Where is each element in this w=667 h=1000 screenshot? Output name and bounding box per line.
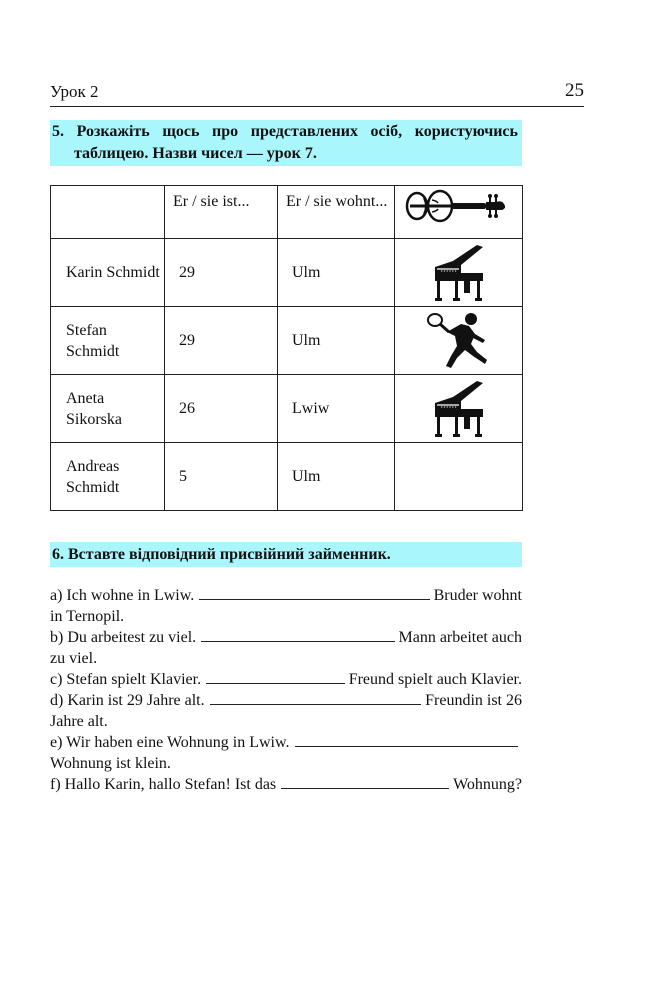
exercise-e <box>50 732 522 753</box>
table-header-row <box>51 186 523 239</box>
table-row <box>51 375 523 443</box>
header-city-label: Er / sie wohnt... <box>286 193 388 210</box>
exercise-d-text: d) Karin ist 29 Jahre alt. <box>50 692 205 709</box>
person-name: Karin Schmidt <box>51 239 165 307</box>
person-city: Ulm <box>278 307 395 375</box>
exercise-e-continuation: Wohnung ist klein. <box>50 755 171 772</box>
page-header <box>50 80 584 107</box>
exercise-a <box>50 585 522 606</box>
person-name: Andreas Schmidt <box>51 443 165 511</box>
task-5-line-1: 5. Розкажіть щось про представлених осіб, користуючись <box>52 123 518 140</box>
hobby-cell <box>395 307 523 375</box>
exercise-a-after: Bruder wohnt <box>433 587 522 604</box>
exercise-d-blank[interactable] <box>210 690 421 705</box>
exercise-c <box>50 669 522 690</box>
person-age: 26 <box>165 375 278 443</box>
exercise-d-continuation: Jahre alt. <box>50 713 108 730</box>
exercise-b <box>50 627 522 648</box>
exercise-b-after: Mann arbeitet auch <box>398 629 522 646</box>
exercise-d <box>50 690 522 711</box>
hobby-cell-empty <box>395 443 523 511</box>
exercise-b-continuation: zu viel. <box>50 650 98 667</box>
task-5-line-2: таблицею. Назви чисел — урок 7. <box>74 145 317 162</box>
exercise-d-after: Freundin ist 26 <box>425 692 522 709</box>
lesson-label: Урок 2 <box>50 82 99 101</box>
exercise-c-after: Freund spielt auch Klavier. <box>348 671 522 688</box>
person-city: Ulm <box>278 443 395 511</box>
table-row <box>51 443 523 511</box>
task-6-heading: 6. Вставте відповідний присвійний займенник. <box>50 542 522 567</box>
header-cell-age <box>165 186 278 239</box>
exercise-f-after: Wohnung? <box>453 776 522 793</box>
exercise-f-blank[interactable] <box>281 774 449 789</box>
header-cell-icon <box>395 186 523 239</box>
person-name: Aneta Sikorska <box>51 375 165 443</box>
hobby-cell <box>395 239 523 307</box>
violin-icon <box>404 186 514 230</box>
exercise-a-continuation: in Ternopil. <box>50 608 125 625</box>
exercise-e-blank[interactable] <box>295 732 519 747</box>
table-row <box>51 307 523 375</box>
person-city: Ulm <box>278 239 395 307</box>
header-cell-empty <box>51 186 165 239</box>
piano-icon <box>431 243 487 303</box>
task-5-heading <box>50 120 522 166</box>
exercise-a-blank[interactable] <box>199 585 429 600</box>
header-cell-city <box>278 186 395 239</box>
exercise-c-text: c) Stefan spielt Klavier. <box>50 671 202 688</box>
person-city: Lwiw <box>278 375 395 443</box>
person-age: 29 <box>165 307 278 375</box>
tennis-player-icon <box>427 310 491 372</box>
hobby-cell <box>395 375 523 443</box>
piano-icon <box>431 379 487 439</box>
exercise-b-blank[interactable] <box>201 627 394 642</box>
page-number: 25 <box>565 80 584 101</box>
exercise-f-text: f) Hallo Karin, hallo Stefan! Ist das <box>50 776 277 793</box>
header-age-label: Er / sie ist... <box>173 193 250 210</box>
exercise-a-text: a) Ich wohne in Lwiw. <box>50 587 195 604</box>
exercise-c-blank[interactable] <box>206 669 345 684</box>
exercise-f <box>50 774 522 795</box>
exercise-e-text: e) Wir haben eine Wohnung in Lwiw. <box>50 734 290 751</box>
exercise-b-text: b) Du arbeitest zu viel. <box>50 629 197 646</box>
person-name: Stefan Schmidt <box>51 307 165 375</box>
exercise-list <box>50 585 522 795</box>
person-age: 5 <box>165 443 278 511</box>
person-age: 29 <box>165 239 278 307</box>
table-row <box>51 239 523 307</box>
persons-table <box>50 185 523 511</box>
